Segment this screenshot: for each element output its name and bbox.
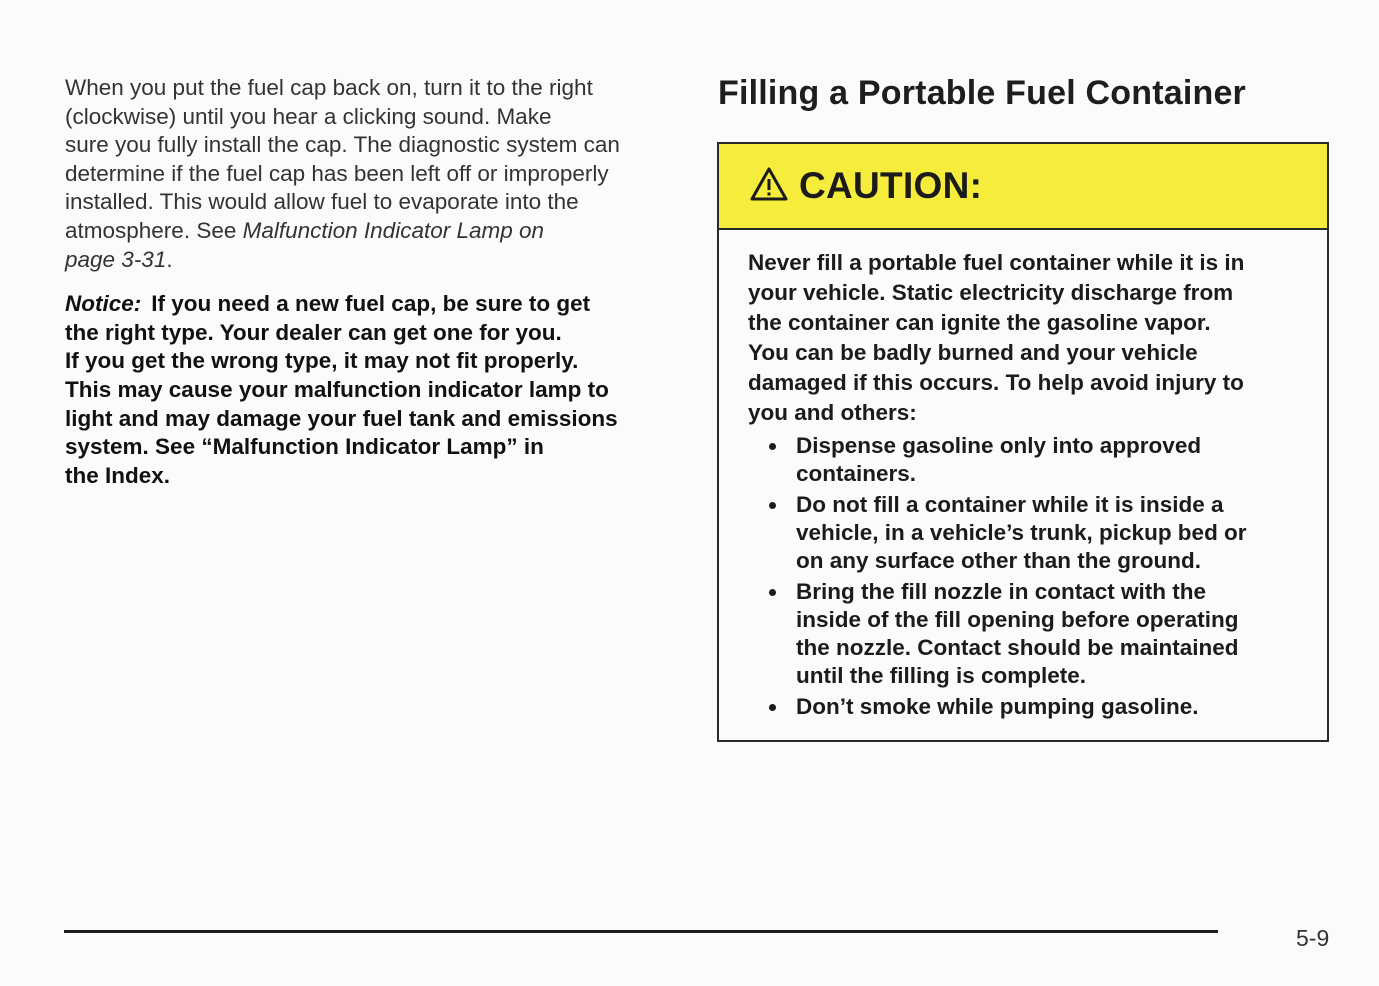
bullet-item [748,432,1327,488]
notice-line: the right type. Your dealer can get one for you. [65,319,562,345]
fuel-cap-paragraph [65,74,675,274]
paragraph-line: installed. This would allow fuel to evaporate into the [65,189,579,215]
section-heading: Filling a Portable Fuel Container [718,74,1246,112]
paragraph-line [65,246,675,275]
bullet-dot-icon [769,502,776,509]
caution-body [719,230,1327,721]
cross-reference-page[interactable]: page 3-31 [65,246,167,272]
caution-line: Never fill a portable fuel container while it is in [748,250,1245,275]
bullet-line: vehicle, in a vehicle’s trunk, pickup bed or [796,520,1247,545]
warning-triangle-icon [749,166,789,202]
caution-line: the container can ignite the gasoline vapor. [748,310,1211,335]
bullet-item [748,578,1327,690]
caution-bullet-list [748,432,1327,721]
caution-line: You can be badly burned and your vehicle [748,340,1198,365]
paragraph-line: (clockwise) until you hear a clicking sound. Make [65,103,552,129]
notice-line: the Index. [65,462,171,488]
cross-reference-link[interactable]: Malfunction Indicator Lamp on [242,217,545,243]
bullet-dot-icon [769,589,776,596]
caution-header [719,144,1327,230]
caution-line: you and others: [748,400,917,425]
bullet-line: containers. [796,461,917,486]
paragraph-text: atmosphere. See [65,217,243,243]
notice-line: light and may damage your fuel tank and emissions [65,405,618,431]
bullet-line: Do not fill a container while it is inside a [796,492,1224,517]
caution-line: your vehicle. Static electricity discharge from [748,280,1234,305]
paragraph-line: sure you fully install the cap. The diagnostic system can [65,132,620,158]
notice-text: If you need a new fuel cap, be sure to get [151,291,591,317]
footer-divider [64,930,1218,933]
bullet-line: inside of the fill opening before operating [796,607,1239,632]
period: . [166,246,173,272]
page-number: 5-9 [1296,925,1330,951]
paragraph-line [65,217,675,246]
bullet-line: on any surface other than the ground. [796,548,1202,573]
notice-block [65,290,675,490]
notice-line: system. See “Malfunction Indicator Lamp” in [65,434,544,460]
paragraph-line: determine if the fuel cap has been left off or improperly [65,160,609,186]
bullet-line: the nozzle. Contact should be maintained [796,635,1239,660]
bullet-line: Bring the fill nozzle in contact with the [796,579,1206,604]
notice-line: If you get the wrong type, it may not fit properly. [65,348,579,374]
paragraph-line: When you put the fuel cap back on, turn it to the right [65,75,593,100]
left-column [65,74,675,490]
notice-line: This may cause your malfunction indicator lamp to [65,376,609,402]
bullet-line: until the filling is complete. [796,663,1087,688]
caution-intro [748,248,1327,428]
bullet-line: Don’t smoke while pumping gasoline. [796,694,1199,719]
bullet-dot-icon [769,443,776,450]
caution-line: damaged if this occurs. To help avoid injury to [748,370,1244,395]
caution-title: CAUTION: [799,165,983,206]
notice-line [65,290,675,319]
notice-label: Notice: [65,291,142,317]
bullet-item [748,491,1327,575]
bullet-line: Dispense gasoline only into approved [796,433,1202,458]
bullet-item [748,693,1327,721]
caution-box [717,142,1329,742]
bullet-dot-icon [769,704,776,711]
